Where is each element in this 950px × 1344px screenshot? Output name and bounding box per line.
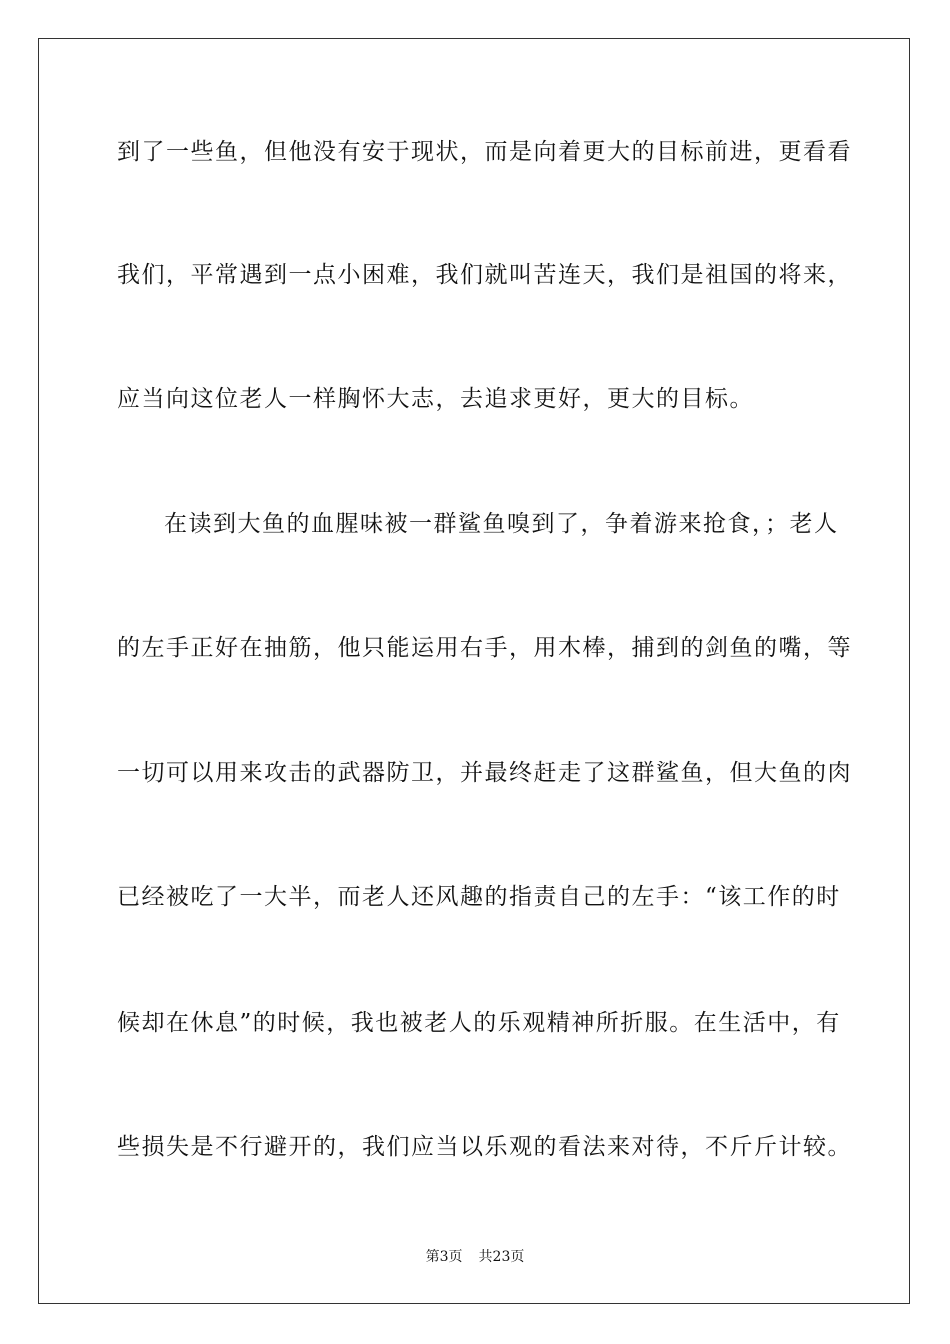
page-border <box>38 38 910 1304</box>
text-line-2: 我们，平常遇到一点小困难，我们就叫苦连天，我们是祖国的将来， <box>117 262 852 288</box>
page-footer <box>0 1248 950 1266</box>
text-line-5: 的左手正好在抽筋，他只能运用右手，用木棒，捕到的剑鱼的嘴，等 <box>117 635 852 661</box>
text-line-6: 一切可以用来攻击的武器防卫，并最终赶走了这群鲨鱼，但大鱼的肉 <box>117 760 852 786</box>
page-total: 共23页 <box>478 1249 525 1265</box>
text-line-7: 已经被吃了一大半，而老人还风趣的指责自己的左手：“该工作的时 <box>117 884 841 910</box>
text-line-3: 应当向这位老人一样胸怀大志，去追求更好，更大的目标。 <box>117 386 754 412</box>
text-line-8: 候却在休息”的时候，我也被老人的乐观精神所折服。在生活中，有 <box>117 1010 841 1036</box>
text-line-9: 些损失是不行避开的，我们应当以乐观的看法来对待，不斤斤计较。 <box>117 1134 852 1160</box>
text-line-4-paragraph-start: 在读到大鱼的血腥味被一群鲨鱼嗅到了，争着游来抢食，；老人 <box>164 511 839 537</box>
page-number: 第3页 <box>425 1249 463 1265</box>
text-line-1: 到了一些鱼，但他没有安于现状，而是向着更大的目标前进，更看看 <box>117 139 852 165</box>
